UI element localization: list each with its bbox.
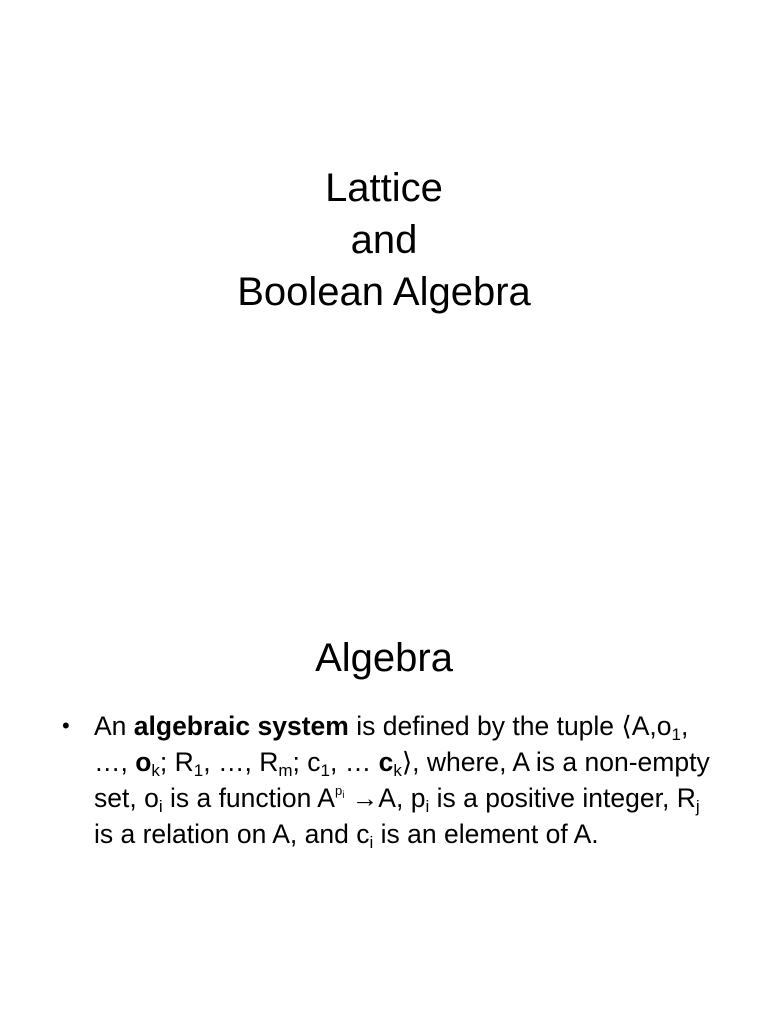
bullet-marker: • bbox=[62, 713, 70, 738]
subscript: k bbox=[393, 761, 402, 780]
subscript: 1 bbox=[671, 725, 681, 744]
operator-ok: o bbox=[135, 747, 152, 777]
superscript-subscript: i bbox=[342, 790, 345, 801]
text-segment: is an element of A. bbox=[373, 819, 599, 849]
slide-algebra bbox=[0, 512, 768, 1024]
constant-ck: c bbox=[378, 747, 394, 777]
text-segment: , …, R bbox=[203, 747, 279, 777]
subscript: i bbox=[158, 797, 163, 816]
subscript: 1 bbox=[320, 761, 330, 780]
bullet-list bbox=[58, 708, 718, 852]
subscript: i bbox=[425, 797, 430, 816]
tuple-open: ⟨A,o bbox=[621, 711, 672, 741]
superscript-base: p bbox=[334, 783, 343, 798]
text-segment: is a positive integer, R bbox=[429, 783, 696, 813]
text-segment: is a relation on A, and c bbox=[94, 819, 370, 849]
text-segment: , … bbox=[329, 747, 379, 777]
text-segment: is defined by the tuple bbox=[348, 711, 622, 741]
subscript: 1 bbox=[193, 761, 204, 780]
title-line-and: and bbox=[350, 218, 418, 262]
text-segment: ; c bbox=[292, 747, 321, 777]
slide-heading: Algebra bbox=[315, 636, 453, 680]
title-line-boolean-algebra: Boolean Algebra bbox=[237, 270, 531, 314]
subscript: j bbox=[695, 797, 700, 816]
definition-bullet bbox=[58, 708, 718, 852]
text-segment: ; R bbox=[159, 747, 194, 777]
text-segment: , …, bbox=[94, 711, 689, 777]
subscript: k bbox=[151, 761, 160, 780]
algebraic-system-term: algebraic system bbox=[133, 711, 349, 741]
text-segment: is a function A bbox=[162, 783, 335, 813]
subscript: m bbox=[278, 761, 293, 780]
text-segment: →A, p bbox=[344, 783, 426, 813]
main-title bbox=[0, 162, 768, 318]
text-segment: An bbox=[94, 711, 134, 741]
subscript: i bbox=[369, 833, 374, 852]
title-line-lattice: Lattice bbox=[325, 166, 443, 210]
text-segment: ⟩, where, A is a non-empty set, o bbox=[94, 747, 710, 813]
